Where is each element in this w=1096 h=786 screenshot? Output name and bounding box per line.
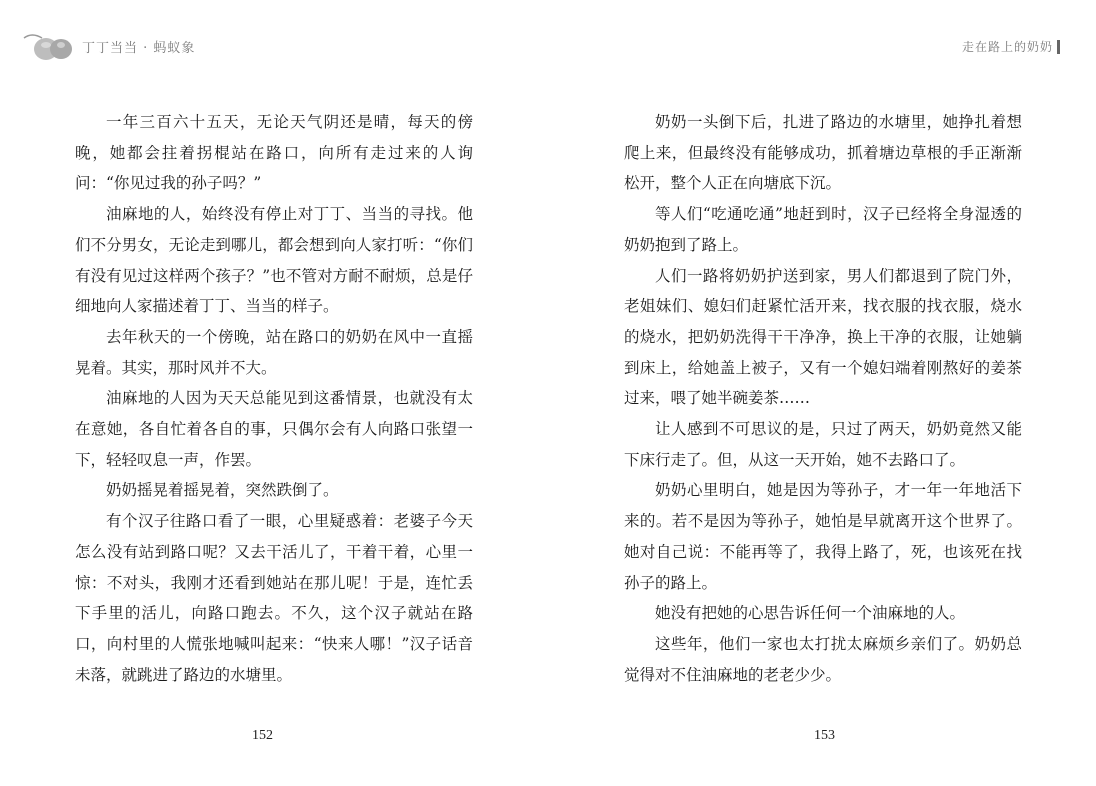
gourd-logo-icon xyxy=(22,28,78,64)
paragraph: 奶奶摇晃着摇晃着，突然跌倒了。 xyxy=(106,481,339,500)
paragraph: 奶奶心里明白，她是因为等孙子，才一年一年地活下来的。若不是因为等孙子，她怕是早就离开这个世界了。她对自己说：不能再等了，我得上路了，死，也该死在找孙子的路上。 xyxy=(624,481,1022,592)
paragraph: 油麻地的人，始终没有停止对丁丁、当当的寻找。他们不分男女，无论走到哪儿，都会想到向人家打听：“你们有没有见过这样两个孩子？”也不管对方耐不耐烦，总是仔细地向人家描述着丁丁、当当的样子。 xyxy=(75,205,473,316)
paragraph: 人们一路将奶奶护送到家，男人们都退到了院门外，老姐妹们、媳妇们赶紧忙活开来，找衣服的找衣服，烧水的烧水，把奶奶洗得干干净净，换上干净的衣服，让她躺到床上，给她盖上被子，又有一个媳妇端着刚熬好的姜茶过来，喂了她半碗姜茶…… xyxy=(624,266,1022,408)
paragraph: 她没有把她的心思告诉任何一个油麻地的人。 xyxy=(655,604,966,623)
paragraph: 让人感到不可思议的是，只过了两天，奶奶竟然又能下床行走了。但，从这一天开始，她不去路口了。 xyxy=(624,420,1022,469)
paragraph: 奶奶一头倒下后，扎进了路边的水塘里，她挣扎着想爬上来，但最终没有能够成功，抓着塘边草根的手正渐渐松开，整个人正在向塘底下沉。 xyxy=(624,113,1022,193)
chapter-header xyxy=(962,38,1060,55)
series-header xyxy=(22,28,195,64)
series-title: 丁丁当当 · 蚂蚁象 xyxy=(82,40,196,56)
right-page-body xyxy=(624,107,1022,690)
page-number-left: 152 xyxy=(252,728,273,743)
page-number-right: 153 xyxy=(814,728,835,743)
paragraph: 去年秋天的一个傍晚，站在路口的奶奶在风中一直摇晃着。其实，那时风并不大。 xyxy=(75,327,473,377)
paragraph: 油麻地的人因为天天总能见到这番情景，也就没有太在意她，各自忙着各自的事，只偶尔会有人向路口张望一下，轻轻叹息一声，作罢。 xyxy=(75,389,473,469)
chapter-marker xyxy=(1057,40,1060,54)
paragraph: 等人们“吃通吃通”地赶到时，汉子已经将全身湿透的奶奶抱到了路上。 xyxy=(624,205,1022,254)
paragraph: 有个汉子往路口看了一眼，心里疑惑着：老婆子今天怎么没有站到路口呢？又去干活儿了，干着干着，心里一惊：不对头，我刚才还看到她站在那儿呢！于是，连忙丢下手里的活儿，向路口跑去。不久，这个汉子就站在路口，向村里的人慌张地喊叫起来：“快来人哪！”汉子话音未落，就跳进了路边的水塘里。 xyxy=(75,512,473,684)
paragraph: 这些年，他们一家也太打扰太麻烦乡亲们了。奶奶总觉得对不住油麻地的老老少少。 xyxy=(624,634,1022,684)
left-page-body xyxy=(75,107,473,690)
chapter-title: 走在路上的奶奶 xyxy=(961,40,1053,54)
paragraph: 一年三百六十五天，无论天气阴还是晴，每天的傍晚，她都会拄着拐棍站在路口，向所有走过来的人询问：“你见过我的孙子吗？” xyxy=(75,113,473,193)
